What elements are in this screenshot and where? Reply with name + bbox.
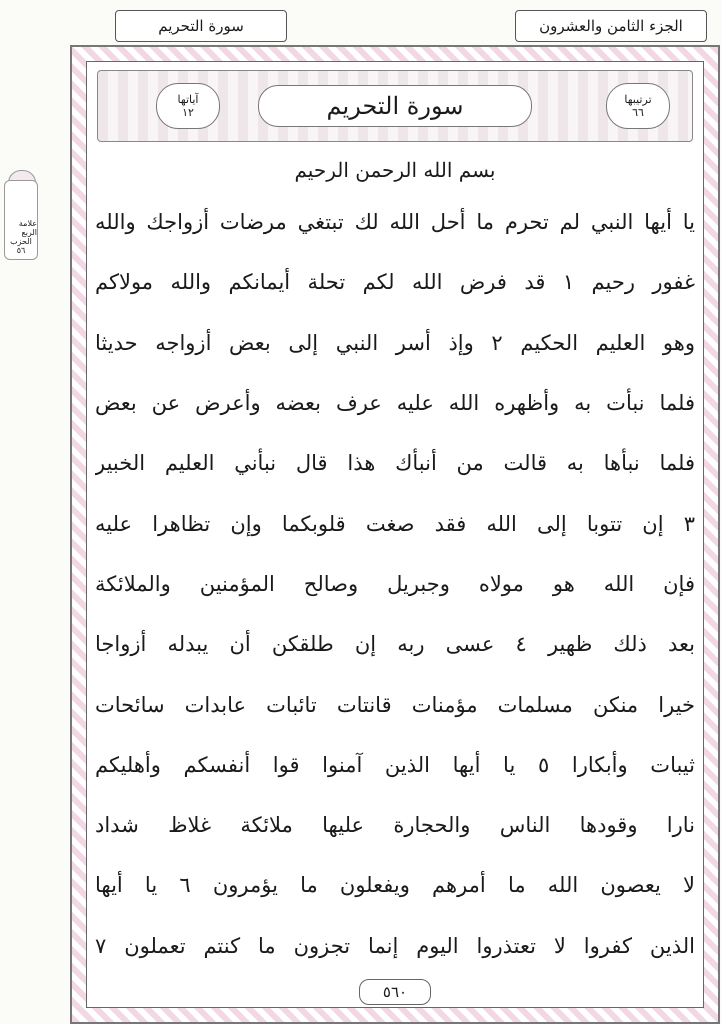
verse-line: فإن الله هو مولاه وجبريل وصالح المؤمنين والملائكة	[95, 571, 695, 596]
page-frame	[70, 45, 720, 1024]
order-badge	[606, 83, 670, 129]
surah-title-cartouche	[258, 85, 532, 127]
verses-value: ١٢	[182, 106, 194, 119]
surah-title: سورة التحريم	[326, 92, 464, 120]
verse-lines	[95, 192, 695, 976]
verse-line: لا يعصون الله ما أمرهم ويفعلون ما يؤمرون ٦ يا أيها	[95, 873, 695, 898]
hizb-marker-hizb: الحزب	[10, 237, 32, 246]
order-label: ترتيبها	[624, 92, 652, 106]
verses-label: آياتها	[177, 92, 199, 106]
verse-line: فلما نبأت به وأظهره الله عليه عرف بعضه وأعرض عن بعض	[95, 391, 695, 416]
page-number	[359, 979, 431, 1005]
verse-line: يا أيها النبي لم تحرم ما أحل الله لك تبتغي مرضات أزواجك والله	[95, 210, 695, 235]
verse-line: ثيبات وأبكارا ٥ يا أيها الذين آمنوا قوا أنفسكم وأهليكم	[95, 752, 695, 777]
verse-line: ٣ إن تتوبا إلى الله فقد صغت قلوبكما وإن تظاهرا عليه	[95, 511, 695, 536]
verse-line: غفور رحيم ١ قد فرض الله لكم تحلة أيمانكم والله مولاكم	[95, 270, 695, 295]
verses-badge	[156, 83, 220, 129]
surah-header	[115, 10, 287, 42]
verse-line: وهو العليم الحكيم ٢ وإذ أسر النبي إلى بعض أزواجه حديثا	[95, 330, 695, 355]
verse-line: خيرا منكن مسلمات مؤمنات قانتات تائبات عابدات سائحات	[95, 692, 695, 717]
verse-line: بعد ذلك ظهير ٤ عسى ربه إن طلقكن أن يبدله أزواجا	[95, 632, 695, 657]
order-value: ٦٦	[632, 106, 644, 119]
surah-header-label: سورة التحريم	[158, 17, 244, 35]
juz-label: الجزء الثامن والعشرون	[539, 17, 683, 35]
bismillah: بسم الله الرحمن الرحيم	[294, 158, 496, 182]
verse-line: الذين كفروا لا تعتذروا اليوم إنما تجزون ما كنتم تعملون ٧	[95, 933, 695, 958]
verse-line: نارا وقودها الناس والحجارة عليها ملائكة غلاظ شداد	[95, 813, 695, 838]
verse-line: فلما نبأها به قالت من أنبأك هذا قال نبأني العليم الخبير	[95, 451, 695, 476]
page-number-label: ٥٦٠	[382, 983, 408, 1001]
surah-banner	[97, 70, 693, 142]
juz-header	[515, 10, 707, 42]
hizb-marker-label: علامة الربع	[18, 219, 37, 237]
text-area	[86, 61, 704, 1008]
hizb-marker-number: ٥٦	[16, 246, 26, 255]
hizb-marker	[4, 180, 38, 260]
